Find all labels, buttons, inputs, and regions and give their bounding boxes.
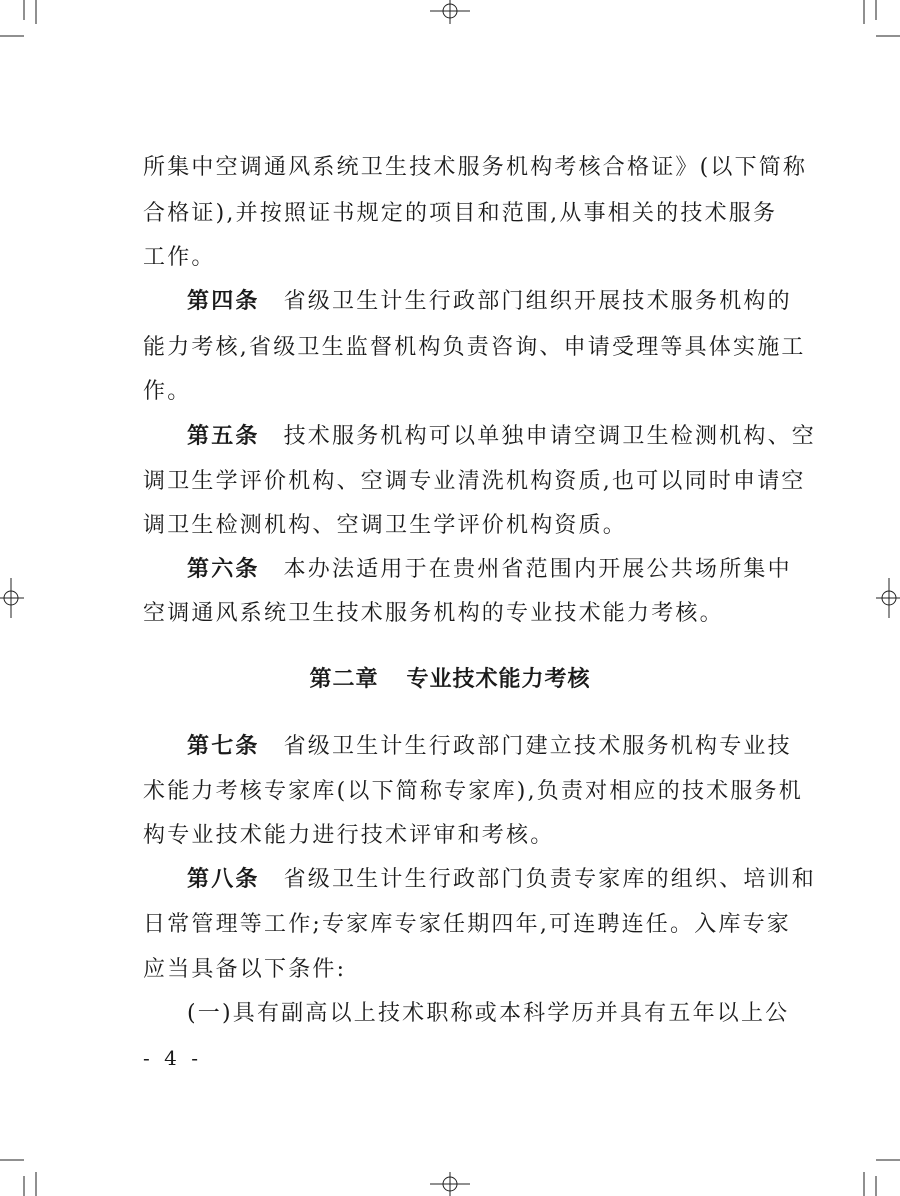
article-5-line-3: 调卫生检测机构、空调卫生学评价机构资质。 bbox=[143, 513, 628, 538]
item-1-line: (一)具有副高以上技术职称或本科学历并具有五年以上公 bbox=[187, 1001, 790, 1026]
chapter-number: 第二章 bbox=[309, 667, 379, 692]
page-number: - 4 - bbox=[143, 1046, 202, 1070]
body-line-3: 工作。 bbox=[143, 245, 216, 270]
chapter-heading bbox=[0, 664, 900, 696]
registration-target-bottom bbox=[430, 1172, 470, 1196]
registration-target-top bbox=[430, 0, 470, 24]
article-4-text-1: 省级卫生计生行政部门组织开展技术服务机构的 bbox=[283, 289, 792, 314]
article-4-line-2: 能力考核,省级卫生监督机构负责咨询、申请受理等具体实施工 bbox=[143, 335, 806, 360]
body-line-1: 所集中空调通风系统卫生技术服务机构考核合格证》(以下简称 bbox=[143, 155, 808, 180]
article-7-line-3: 构专业技术能力进行技术评审和考核。 bbox=[143, 823, 555, 848]
article-6-line-1 bbox=[187, 554, 792, 586]
article-4-line-3: 作。 bbox=[143, 379, 192, 404]
article-8-text-1: 省级卫生计生行政部门负责专家库的组织、培训和 bbox=[283, 867, 817, 892]
article-5-line-2: 调卫生学评价机构、空调专业清洗机构资质,也可以同时申请空 bbox=[143, 469, 806, 494]
chapter-title: 专业技术能力考核 bbox=[406, 667, 591, 692]
article-8-line-1 bbox=[187, 864, 817, 896]
body-line-2: 合格证),并按照证书规定的项目和范围,从事相关的技术服务 bbox=[143, 201, 778, 226]
article-7-text-1: 省级卫生计生行政部门建立技术服务机构专业技 bbox=[283, 734, 792, 759]
article-5-line-1 bbox=[187, 421, 817, 453]
article-5-text-1: 技术服务机构可以单独申请空调卫生检测机构、空 bbox=[283, 424, 817, 449]
article-6-line-2: 空调通风系统卫生技术服务机构的专业技术能力考核。 bbox=[143, 601, 724, 626]
registration-target-left bbox=[0, 578, 24, 618]
article-8-line-3: 应当具备以下条件: bbox=[143, 957, 347, 982]
article-8-label: 第八条 bbox=[187, 867, 260, 892]
article-7-label: 第七条 bbox=[187, 734, 260, 759]
article-5-label: 第五条 bbox=[187, 424, 260, 449]
article-6-label: 第六条 bbox=[187, 557, 260, 582]
article-6-text-1: 本办法适用于在贵州省范围内开展公共场所集中 bbox=[283, 557, 792, 582]
article-4-label: 第四条 bbox=[187, 289, 260, 314]
article-4-line-1 bbox=[187, 286, 792, 318]
registration-target-right bbox=[876, 578, 900, 618]
article-8-line-2: 日常管理等工作;专家库专家任期四年,可连聘连任。入库专家 bbox=[143, 912, 792, 937]
article-7-line-2: 术能力考核专家库(以下简称专家库),负责对相应的技术服务机 bbox=[143, 779, 803, 804]
article-7-line-1 bbox=[187, 731, 792, 763]
